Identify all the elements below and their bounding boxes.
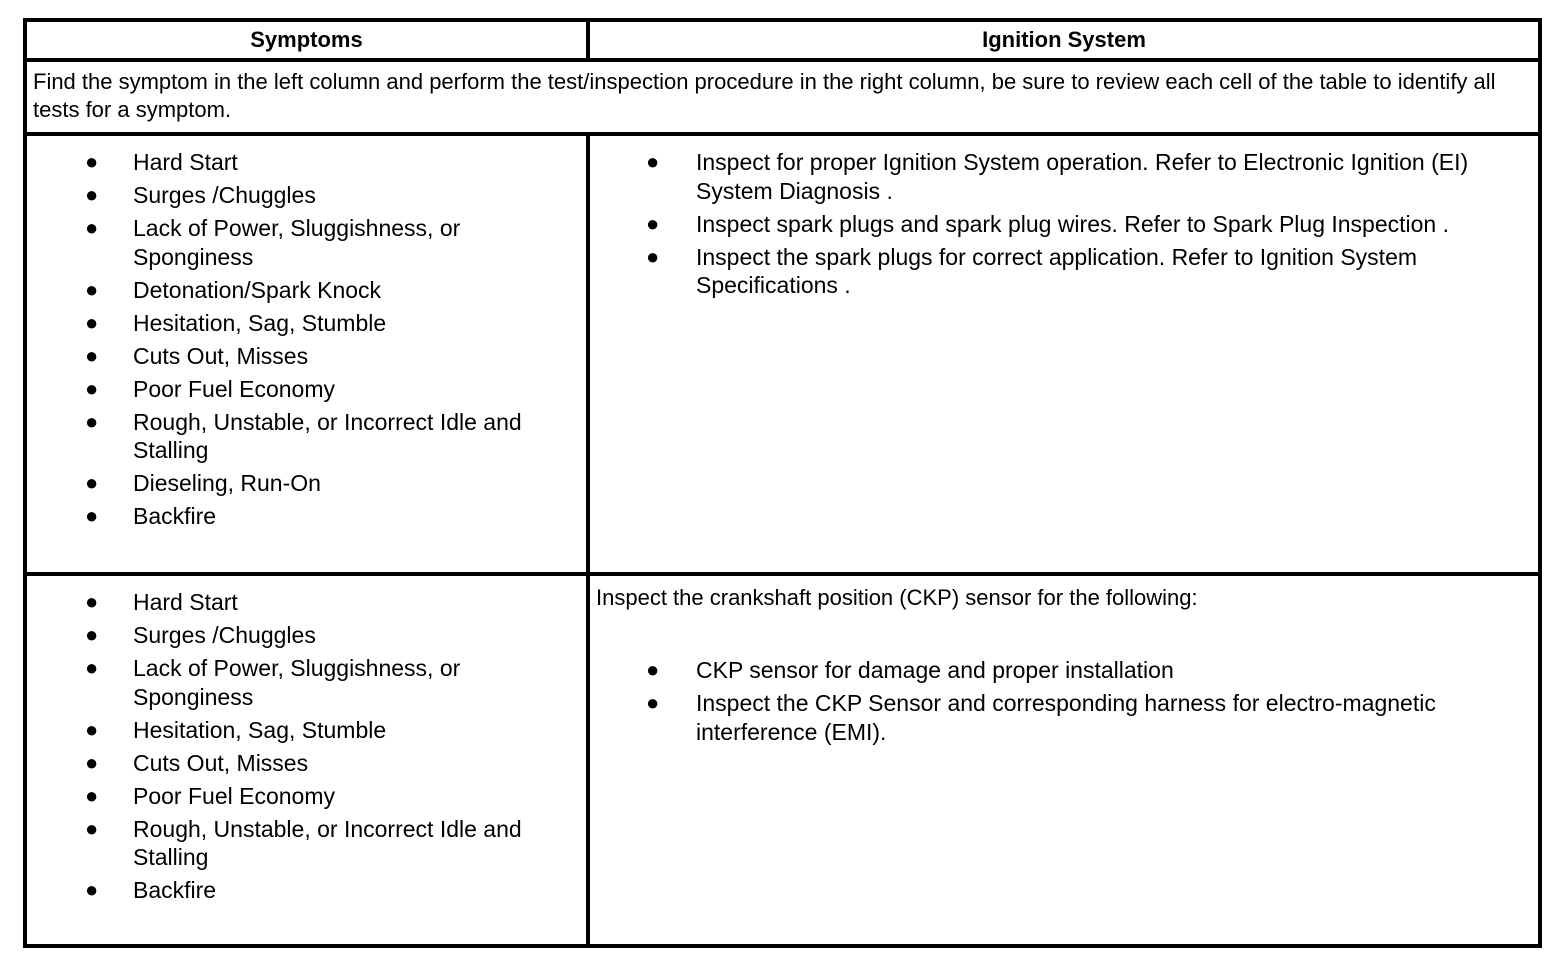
list-item bbox=[85, 654, 586, 711]
list-item-text: Backfire bbox=[133, 877, 217, 903]
list-item-text: Surges /Chuggles bbox=[133, 182, 316, 208]
symptoms-cell bbox=[25, 574, 588, 946]
list-item bbox=[85, 621, 586, 650]
list-item-text: Hesitation, Sag, Stumble bbox=[133, 309, 387, 336]
header-row bbox=[25, 20, 1540, 60]
list-item-text: Inspect for proper Ignition System operation. Refer to Electronic Ignition (EI) System Diagnosis . bbox=[696, 149, 1469, 204]
bullet-icon: ● bbox=[85, 309, 99, 335]
list-item bbox=[85, 716, 586, 745]
list-item bbox=[85, 876, 586, 905]
table-row bbox=[25, 574, 1540, 946]
list-item-text: Lack of Power, Sluggishness, or Sponginess bbox=[133, 655, 461, 710]
list-item bbox=[85, 588, 586, 617]
symptoms-cell bbox=[25, 134, 588, 574]
header-ignition-system: Ignition System bbox=[588, 20, 1540, 60]
list-item-text: CKP sensor for damage and proper installation bbox=[696, 657, 1174, 683]
bullet-icon: ● bbox=[85, 470, 99, 495]
list-item bbox=[85, 502, 586, 531]
bullet-icon: ● bbox=[646, 657, 660, 682]
bullet-icon: ● bbox=[85, 749, 99, 775]
intro-row bbox=[25, 60, 1540, 134]
bullet-icon: ● bbox=[85, 408, 99, 434]
list-item bbox=[646, 656, 1518, 685]
diagnosis-table bbox=[23, 18, 1542, 948]
list-item-text: Cuts Out, Misses bbox=[133, 342, 309, 369]
bullet-icon: ● bbox=[85, 503, 99, 528]
bullet-icon: ● bbox=[646, 243, 660, 269]
list-item bbox=[646, 243, 1518, 300]
procedure-cell bbox=[588, 134, 1540, 574]
procedure-lead-text: Inspect the crankshaft position (CKP) sensor for the following: bbox=[596, 585, 1198, 610]
list-item-text: Rough, Unstable, or Incorrect Idle and Stalling bbox=[133, 408, 522, 463]
procedure-cell bbox=[588, 574, 1540, 946]
list-item bbox=[85, 309, 586, 338]
list-item bbox=[85, 214, 586, 271]
list-item-text: Backfire bbox=[133, 503, 217, 529]
bullet-icon: ● bbox=[85, 716, 99, 742]
list-item-text: Detonation/Spark Knock bbox=[133, 276, 382, 303]
bullet-icon: ● bbox=[646, 149, 660, 174]
bullet-icon: ● bbox=[85, 375, 99, 401]
bullet-icon: ● bbox=[85, 655, 99, 680]
bullet-icon: ● bbox=[85, 342, 99, 368]
bullet-icon: ● bbox=[85, 877, 99, 902]
list-item-text: Poor Fuel Economy bbox=[133, 782, 335, 809]
list-item bbox=[85, 276, 586, 305]
list-item-text: Inspect the spark plugs for correct application. Refer to Ignition System Specifications . bbox=[696, 243, 1418, 298]
list-item bbox=[85, 469, 586, 498]
list-item bbox=[646, 210, 1518, 239]
bullet-icon: ● bbox=[85, 782, 99, 808]
list-item bbox=[85, 782, 586, 811]
bullet-icon: ● bbox=[646, 210, 660, 236]
intro-text: Find the symptom in the left column and perform the test/inspection procedure in the right column, be sure to review each cell of the table to identify all tests for a symptom. bbox=[25, 60, 1540, 134]
symptom-list bbox=[27, 136, 586, 531]
list-item bbox=[85, 749, 586, 778]
procedure-list bbox=[590, 612, 1538, 746]
bullet-icon: ● bbox=[646, 690, 660, 715]
list-item bbox=[646, 148, 1518, 205]
list-item-text: Inspect the CKP Sensor and corresponding harness for electro-magnetic interference (EMI). bbox=[696, 690, 1436, 745]
bullet-icon: ● bbox=[85, 622, 99, 647]
bullet-icon: ● bbox=[85, 815, 99, 841]
list-item-text: Surges /Chuggles bbox=[133, 622, 316, 648]
bullet-icon: ● bbox=[85, 182, 99, 207]
list-item-text: Cuts Out, Misses bbox=[133, 749, 309, 776]
bullet-icon: ● bbox=[85, 276, 99, 302]
header-symptoms: Symptoms bbox=[25, 20, 588, 60]
list-item-text: Inspect spark plugs and spark plug wires. Refer to Spark Plug Inspection . bbox=[696, 210, 1450, 237]
bullet-icon: ● bbox=[85, 149, 99, 174]
list-item bbox=[85, 408, 586, 465]
list-item-text: Lack of Power, Sluggishness, or Sponginess bbox=[133, 215, 461, 270]
list-item bbox=[85, 342, 586, 371]
list-item-text: Dieseling, Run-On bbox=[133, 470, 321, 496]
list-item-text: Poor Fuel Economy bbox=[133, 375, 335, 402]
procedure-list bbox=[590, 136, 1538, 300]
bullet-icon: ● bbox=[85, 589, 99, 614]
list-item bbox=[85, 148, 586, 177]
list-item-text: Rough, Unstable, or Incorrect Idle and Stalling bbox=[133, 815, 522, 870]
bullet-icon: ● bbox=[85, 215, 99, 240]
list-item-text: Hard Start bbox=[133, 149, 238, 175]
list-item bbox=[85, 375, 586, 404]
list-item-text: Hesitation, Sag, Stumble bbox=[133, 716, 387, 743]
list-item bbox=[85, 181, 586, 210]
list-item bbox=[646, 689, 1518, 746]
symptom-list bbox=[27, 576, 586, 905]
table-row bbox=[25, 134, 1540, 574]
list-item bbox=[85, 815, 586, 872]
list-item-text: Hard Start bbox=[133, 589, 238, 615]
